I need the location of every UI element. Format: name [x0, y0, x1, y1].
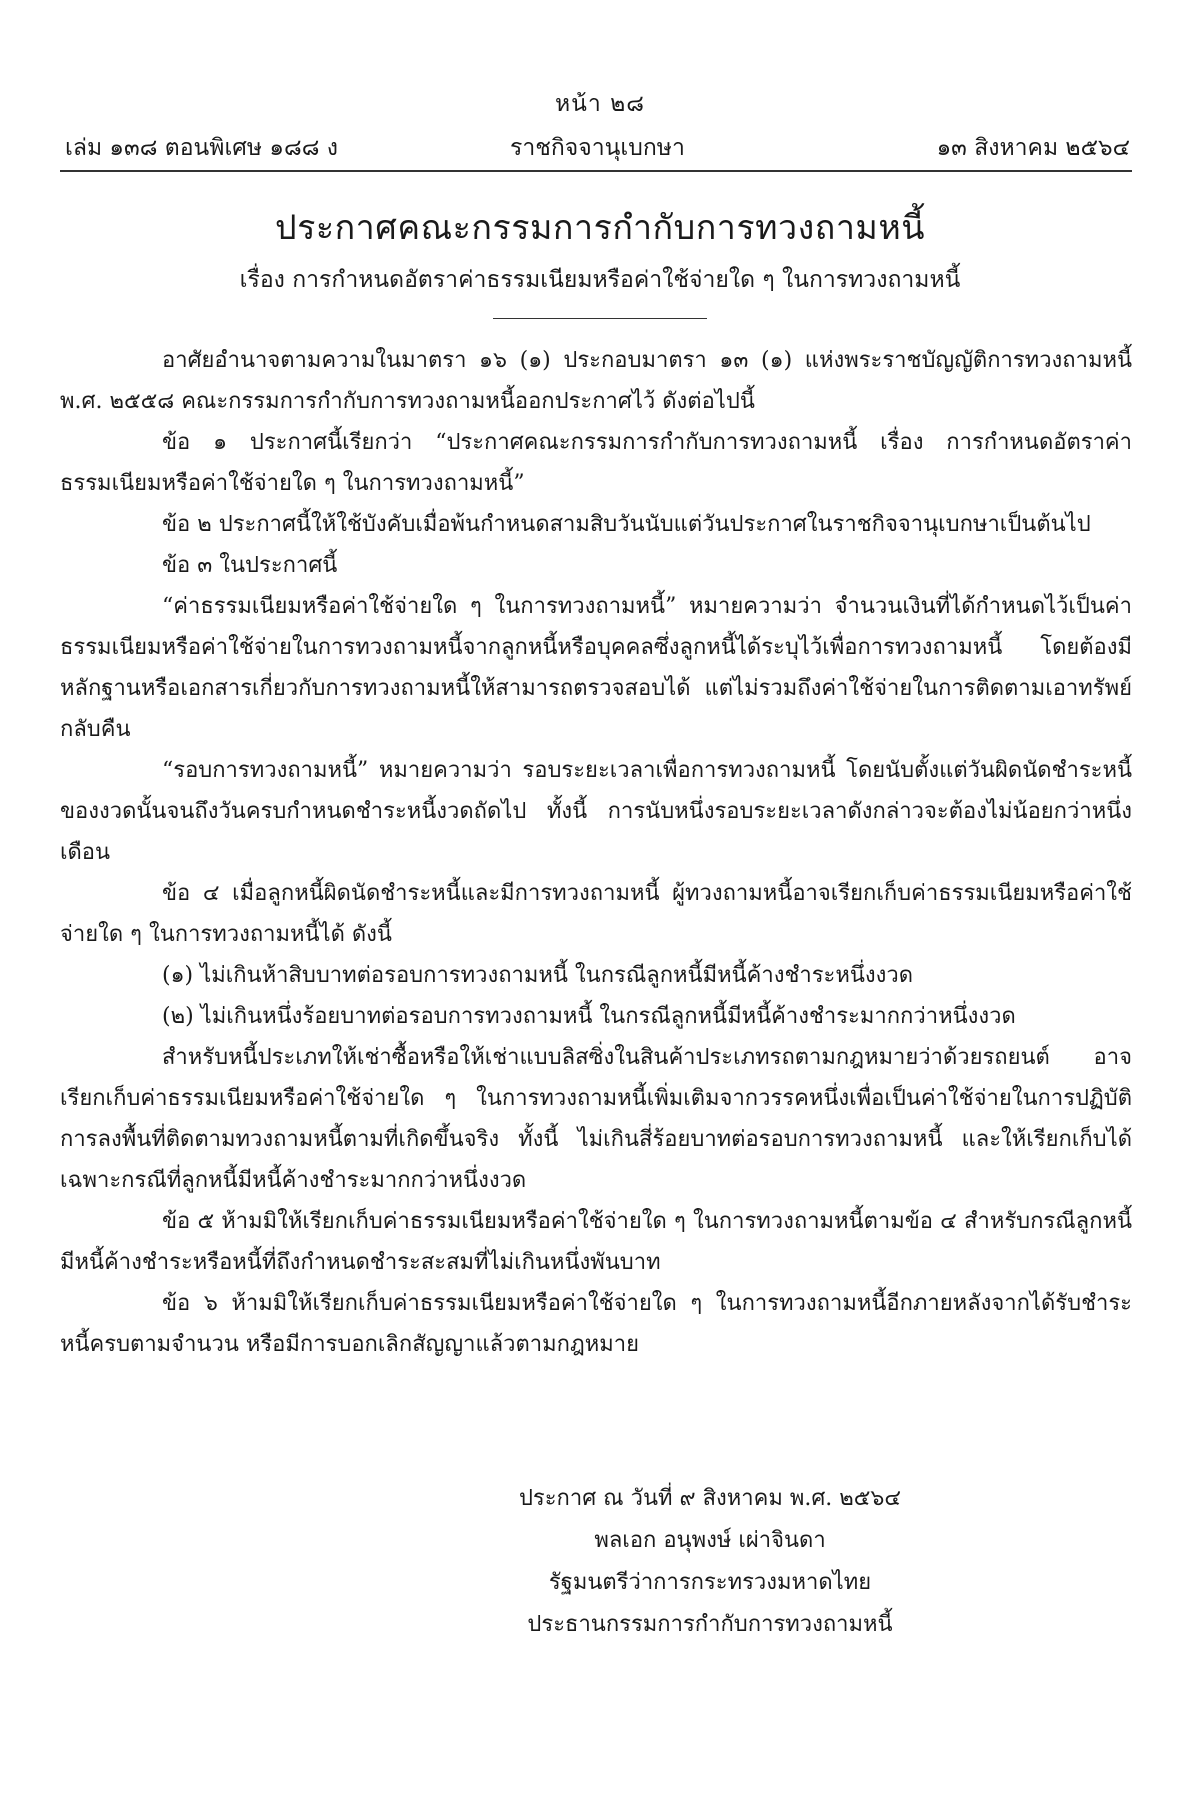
page-number: หน้า ๒๘ — [554, 91, 645, 117]
signatory-name: พลเอก อนุพงษ์ เผ่าจินดา — [594, 1528, 826, 1553]
definition-fee: “ค่าธรรมเนียมหรือค่าใช้จ่ายใด ๆ ในการทวงถามหนี้” หมายความว่า จำนวนเงินที่ได้กำหนดไว้เป็นค่าธรรมเนียมหรือค่าใช้จ่ายในการทวงถามหนี้จากลูกหนี้หรือบุคคลซึ่งลูกหนี้ได้ระบุไว้เพื่อการทวงถามหนี้ โดยต้องมีหลักฐานหรือเอกสารเกี่ยวกับการทวงถามหนี้ให้สามารถตรวจสอบได้ แต่ไม่รวมถึงค่าใช้จ่ายในการติดตามเอาทรัพย์กลับคืน — [60, 594, 1132, 742]
gazette-name: ราชกิจจานุเบกษา — [510, 135, 685, 161]
signature-block — [420, 1478, 1000, 1646]
clause-5: ข้อ ๕ ห้ามมิให้เรียกเก็บค่าธรรมเนียมหรือค่าใช้จ่ายใด ๆ ในการทวงถามหนี้ตามข้อ ๔ สำหรับกรณีลูกหนี้มีหนี้ค้างชำระหรือหนี้ที่ถึงกำหนดชำระสะสมที่ไม่เกินหนึ่งพันบาท — [60, 1209, 1132, 1275]
signatory-position: รัฐมนตรีว่าการกระทรวงมหาดไทย — [548, 1570, 872, 1595]
signatory-committee-role: ประธานกรรมการกำกับการทวงถามหนี้ — [527, 1612, 893, 1637]
preamble-paragraph: อาศัยอำนาจตามความในมาตรา ๑๖ (๑) ประกอบมาตรา ๑๓ (๑) แห่งพระราชบัญญัติการทวงถามหนี้ พ.ศ. ๒๕๕๘ คณะกรรมการกำกับการทวงถามหนี้ออกประกาศไว้ ดังต่อไปนี้ — [60, 348, 1132, 414]
announcement-date: ประกาศ ณ วันที่ ๙ สิงหาคม พ.ศ. ๒๕๖๔ — [518, 1486, 902, 1511]
volume-issue: เล่ม ๑๓๘ ตอนพิเศษ ๑๘๘ ง — [65, 135, 339, 161]
clause-1: ข้อ ๑ ประกาศนี้เรียกว่า “ประกาศคณะกรรมการกำกับการทวงถามหนี้ เรื่อง การกำหนดอัตราค่าธรรมเนียมหรือค่าใช้จ่ายใด ๆ ในการทวงถามหนี้” — [60, 430, 1132, 496]
title-divider — [493, 318, 707, 319]
clause-3: ข้อ ๓ ในประกาศนี้ — [162, 553, 338, 578]
clause-4-item-2: (๒) ไม่เกินหนึ่งร้อยบาทต่อรอบการทวงถามหนี้ ในกรณีลูกหนี้มีหนี้ค้างชำระมากกว่าหนึ่งงวด — [162, 1004, 1016, 1029]
document-title: ประกาศคณะกรรมการกำกับการทวงถามหนี้ — [274, 208, 925, 248]
clause-4-paragraph-2: สำหรับหนี้ประเภทให้เช่าซื้อหรือให้เช่าแบบลิสซิ่งในสินค้าประเภทรถตามกฎหมายว่าด้วยรถยนต์ อาจเรียกเก็บค่าธรรมเนียมหรือค่าใช้จ่ายใด ๆ ในการทวงถามหนี้เพิ่มเติมจากวรรคหนึ่งเพื่อเป็นค่าใช้จ่ายในการปฏิบัติการลงพื้นที่ติดตามทวงถามหนี้ตามที่เกิดขึ้นจริง ทั้งนี้ ไม่เกินสี่ร้อยบาทต่อรอบการทวงถามหนี้ และให้เรียกเก็บได้เฉพาะกรณีที่ลูกหนี้มีหนี้ค้างชำระมากกว่าหนึ่งงวด — [60, 1045, 1132, 1193]
clause-4: ข้อ ๔ เมื่อลูกหนี้ผิดนัดชำระหนี้และมีการทวงถามหนี้ ผู้ทวงถามหนี้อาจเรียกเก็บค่าธรรมเนียมหรือค่าใช้จ่ายใด ๆ ในการทวงถามหนี้ได้ ดังนี้ — [60, 881, 1132, 947]
clause-2: ข้อ ๒ ประกาศนี้ให้ใช้บังคับเมื่อพ้นกำหนดสามสิบวันนับแต่วันประกาศในราชกิจจานุเบกษาเป็นต้นไป — [162, 512, 1091, 537]
document-subtitle: เรื่อง การกำหนดอัตราค่าธรรมเนียมหรือค่าใช้จ่ายใด ๆ ในการทวงถามหนี้ — [239, 267, 961, 293]
gazette-date: ๑๓ สิงหาคม ๒๕๖๔ — [936, 135, 1130, 161]
clause-4-item-1: (๑) ไม่เกินห้าสิบบาทต่อรอบการทวงถามหนี้ ในกรณีลูกหนี้มีหนี้ค้างชำระหนึ่งงวด — [162, 963, 914, 988]
document-body — [60, 340, 1132, 1365]
definition-round: “รอบการทวงถามหนี้” หมายความว่า รอบระยะเวลาเพื่อการทวงถามหนี้ โดยนับตั้งแต่วันผิดนัดชำระหนี้ของงวดนั้นจนถึงวันครบกำหนดชำระหนี้งวดถัดไป ทั้งนี้ การนับหนึ่งรอบระยะเวลาดังกล่าวจะต้องไม่น้อยกว่าหนึ่งเดือน — [60, 758, 1132, 865]
clause-6: ข้อ ๖ ห้ามมิให้เรียกเก็บค่าธรรมเนียมหรือค่าใช้จ่ายใด ๆ ในการทวงถามหนี้อีกภายหลังจากได้รับชำระหนี้ครบตามจำนวน หรือมีการบอกเลิกสัญญาแล้วตามกฎหมาย — [60, 1291, 1132, 1357]
gazette-header — [65, 130, 1130, 164]
header-divider — [60, 170, 1132, 172]
